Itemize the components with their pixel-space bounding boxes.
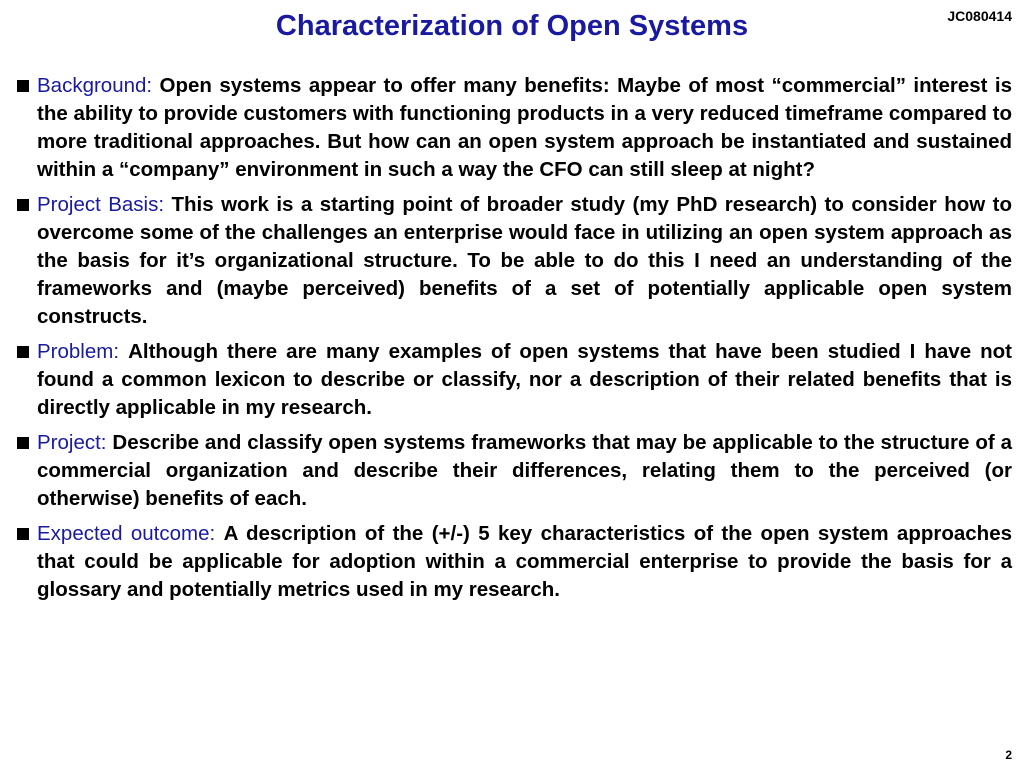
bullet-text: Open systems appear to offer many benefits: Maybe of most “commercial” interest is the ability to provide customers with functioning products in a very reduced timeframe compared to more traditional approaches. But how can an open system approach be instantiated and sustained within a “company” environment in such a way the CFO can still sleep at night? — [37, 74, 1012, 181]
bullet-list — [16, 72, 1012, 611]
bullet-label: Project Basis: — [37, 193, 172, 216]
bullet-project-basis — [16, 191, 1012, 331]
square-bullet-icon — [17, 346, 29, 358]
slide-title: Characterization of Open Systems — [275, 10, 749, 42]
bullet-label: Background: — [37, 74, 160, 97]
square-bullet-icon — [17, 80, 29, 92]
square-bullet-icon — [17, 528, 29, 540]
bullet-label: Project: — [37, 431, 113, 454]
bullet-background — [16, 72, 1012, 184]
bullet-project — [16, 429, 1012, 513]
slide-code: JC080414 — [947, 8, 1012, 24]
bullet-expected-outcome — [16, 520, 1012, 604]
bullet-text: This work is a starting point of broader study (my PhD research) to consider how to overcome some of the challenges an enterprise would face in utilizing an open system approach as the basis for it’s organizational structure. To be able to do this I need an understanding of the frameworks and (maybe perceived) benefits of a set of potentially applicable open system constructs. — [37, 193, 1012, 328]
page-number: 2 — [1005, 748, 1012, 762]
bullet-text: Although there are many examples of open systems that have been studied I have not found a common lexicon to describe or classify, nor a description of their related benefits that is directly applicable in my research. — [37, 340, 1012, 419]
bullet-label: Expected outcome: — [37, 522, 224, 545]
bullet-text: A description of the (+/-) 5 key characteristics of the open system approaches that could be applicable for adoption within a commercial enterprise to provide the basis for a glossary and potentially metrics used in my research. — [37, 522, 1013, 601]
bullet-label: Problem: — [37, 340, 129, 363]
bullet-problem — [16, 338, 1012, 422]
bullet-text: Describe and classify open systems frameworks that may be applicable to the structure of a commercial organization and describe their differences, relating them to the perceived (or otherwise) benefits of each. — [37, 431, 1012, 510]
square-bullet-icon — [17, 437, 29, 449]
square-bullet-icon — [17, 199, 29, 211]
